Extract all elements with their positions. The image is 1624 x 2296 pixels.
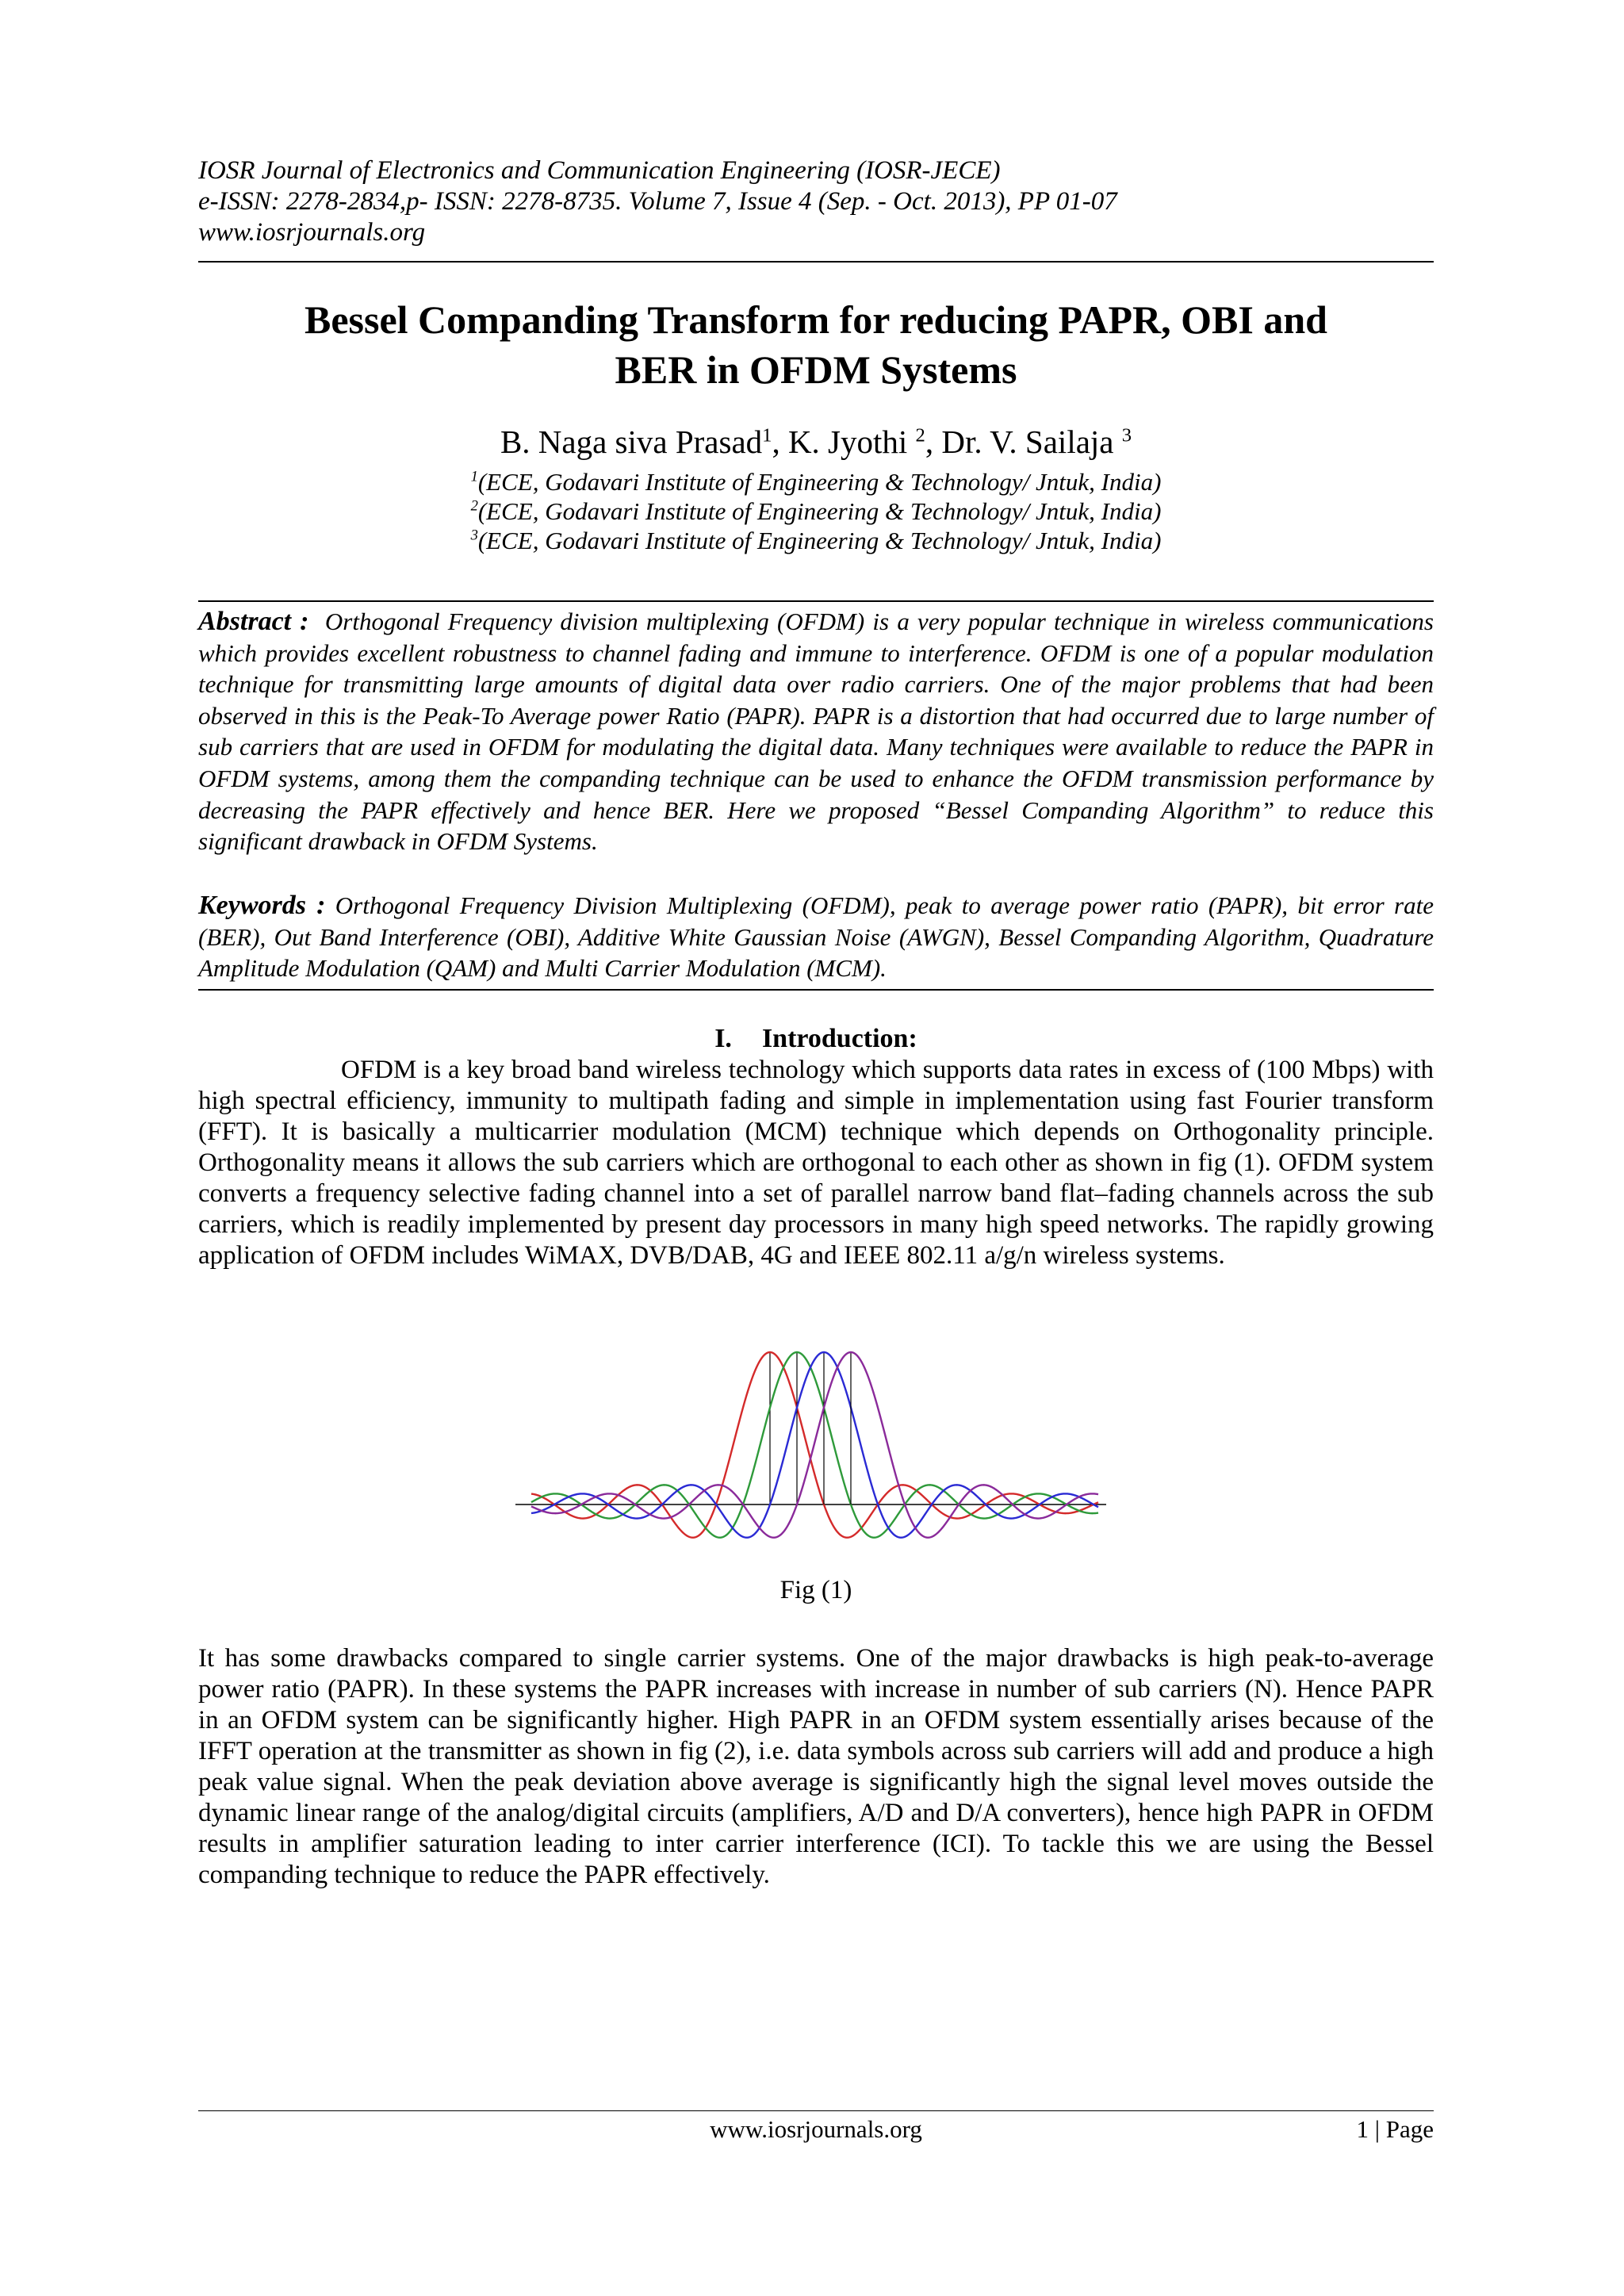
affiliation (198, 467, 1434, 496)
title-line-1: Bessel Companding Transform for reducing PAPR, OBI and (304, 297, 1327, 342)
affiliation-text: (ECE, Godavari Institute of Engineering & Technology/ Jntuk, India) (477, 527, 1162, 554)
figure-caption: Fig (1) (779, 1576, 852, 1604)
section-heading (198, 1023, 1434, 1055)
keywords-label: Keywords : (198, 891, 326, 920)
author-name: Dr. V. Sailaja (941, 424, 1122, 460)
keywords-text: Orthogonal Frequency Division Multiplexing (OFDM), peak to average power ratio (PAPR), bit error rate (BER), Out Band Interference (OBI), Additive White Gaussian Noise (AWGN), Bessel Companding Algorithm, Quadrature Amplitude Modulation (QAM) and Multi Carrier Modulation (MCM). (198, 891, 1434, 983)
abstract-label: Abstract : (198, 607, 309, 636)
footer-rule (198, 2110, 1434, 2111)
abstract (198, 606, 1434, 857)
footer-site: www.iosrjournals.org (710, 2115, 922, 2143)
abstract-top-rule (198, 600, 1434, 602)
affiliation (198, 496, 1434, 526)
affiliation-text: (ECE, Godavari Institute of Engineering & Technology/ Jntuk, India) (477, 497, 1162, 525)
keywords (198, 890, 1434, 984)
author-name: B. Naga siva Prasad (500, 424, 763, 460)
affiliation-sup: 3 (470, 527, 478, 544)
affiliation-sup: 1 (470, 468, 478, 485)
header-rule (198, 261, 1434, 263)
section-number: I. (714, 1024, 732, 1053)
affiliation-sup: 2 (470, 497, 478, 515)
affiliation (198, 526, 1434, 555)
intro-paragraph-1-text: OFDM is a key broad band wireless technology which supports data rates in excess of (100 Mbps) with high spectral efficiency, immunity to multipath fading and simple in implementation using fast Fourier transform (FFT). It is basically a multicarrier modulation (MCM) technique which depends on Orthogonality principle. Orthogonality means it allows the sub carriers which are orthogonal to each other as shown in fig (1). OFDM system converts a frequency selective fading channel into a set of parallel narrow band flat–fading channels across the sub carriers, which is readily implemented by present day processors in many high speed networks. The rapidly growing application of OFDM includes WiMAX, DVB/DAB, 4G and IEEE 802.11 a/g/n wireless systems. (198, 1056, 1434, 1270)
subcarrier-curves (531, 1352, 1098, 1538)
ofdm-subcarrier-figure (515, 1332, 1106, 1586)
journal-issn: e-ISSN: 2278-2834,p- ISSN: 2278-8735. Volume 7, Issue 4 (Sep. - Oct. 2013), PP 01-07 (198, 187, 1117, 216)
author-name: K. Jyothi (787, 424, 916, 460)
affiliation-list (198, 467, 1434, 555)
intro-paragraph-2-text: It has some drawbacks compared to single carrier systems. One of the major drawbacks is high peak-to-average power ratio (PAPR). In these systems the PAPR increases with increase in number of sub carriers (N). Hence PAPR in an OFDM system can be significantly higher. High PAPR in an OFDM system essentially arises because of the IFFT operation at the transmitter as shown in fig (2), i.e. data symbols across sub carriers will add and produce a high peak value signal. When the peak deviation above average is significantly high the signal level moves outside the dynamic linear range of the analog/digital circuits (amplifiers, A/D and D/A converters), hence high PAPR in OFDM results in amplifier saturation leading to inter carrier interference (ICI). To tackle this we are using the Bessel companding technique to reduce the PAPR effectively. (198, 1644, 1434, 1889)
author-sup: 3 (1121, 424, 1132, 447)
abstract-bottom-rule (198, 989, 1434, 991)
affiliation-text: (ECE, Godavari Institute of Engineering & Technology/ Jntuk, India) (477, 468, 1162, 496)
journal-name: IOSR Journal of Electronics and Communication Engineering (IOSR-JECE) (198, 156, 1001, 185)
paper-title (198, 295, 1434, 395)
author-sup: 2 (915, 424, 925, 447)
intro-paragraph-1 (198, 1055, 1434, 1271)
footer-page-number: 1 | Page (1356, 2115, 1434, 2143)
author-sup: 1 (762, 424, 772, 447)
author-list: B. Naga siva Prasad$^1$, K. Jyothi $^2$, Dr. V. Sailaja $^3$ (500, 424, 1132, 460)
abstract-text: Orthogonal Frequency division multiplexing (OFDM) is a very popular technique in wireless communications which provides excellent robustness to channel fading and immune to interference. OFDM is one of a popular modulation technique for transmitting large amounts of digital data over radio carriers. One of the major problems that had been observed in this is the Peak-To Average power Ratio (PAPR). PAPR is a distortion that had occurred due to large number of sub carriers that are used in OFDM for modulating the digital data. Many techniques were available to reduce the PAPR in OFDM systems, among them the companding technique can be used to enhance the OFDM transmission performance by decreasing the PAPR effectively and hence BER. Here we proposed “Bessel Companding Algorithm” to reduce this significant drawback in OFDM Systems. (198, 608, 1434, 856)
intro-paragraph-2 (198, 1643, 1434, 1891)
title-line-2: BER in OFDM Systems (615, 347, 1017, 392)
journal-header (198, 155, 1434, 248)
journal-site: www.iosrjournals.org (198, 218, 426, 247)
section-title: Introduction: (761, 1024, 917, 1053)
